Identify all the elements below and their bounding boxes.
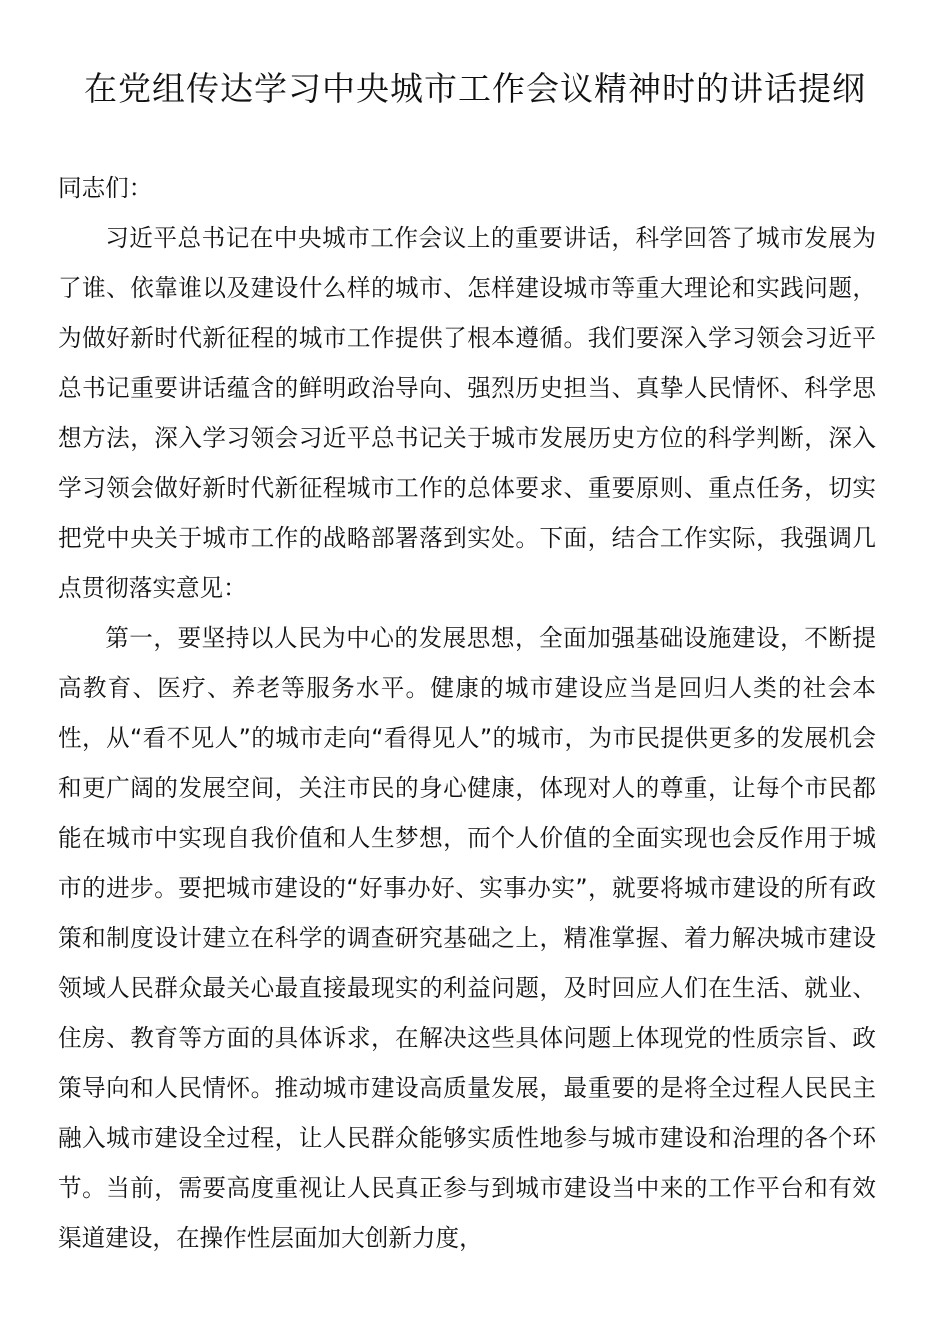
document-title: 在党组传达学习中央城市工作会议精神时的讲话提纲 <box>84 69 866 108</box>
greeting: 同志们： <box>58 174 153 202</box>
document-body <box>58 163 876 1263</box>
paragraph-intro: 习近平总书记在中央城市工作会议上的重要讲话，科学回答了城市发展为了谁、依靠谁以及建设什么样的城市、怎样建设城市等重大理论和实践问题，为做好新时代新征程的城市工作提供了根本遵循。我们要深入学习领会习近平总书记重要讲话蕴含的鲜明政治导向、强烈历史担当、真挚人民情怀、科学思想方法，深入学习领会习近平总书记关于城市发展历史方位的科学判断，深入学习领会做好新时代新征程城市工作的总体要求、重要原则、重点任务，切实把党中央关于城市工作的战略部署落到实处。下面，结合工作实际，我强调几点贯彻落实意见： <box>58 224 876 602</box>
paragraph-first-point: 第一，要坚持以人民为中心的发展思想，全面加强基础设施建设，不断提高教育、医疗、养老等服务水平。健康的城市建设应当是回归人类的社会本性，从“看不见人”的城市走向“看得见人”的城市，为市民提供更多的发展机会和更广阔的发展空间，关注市民的身心健康，体现对人的尊重，让每个市民都能在城市中实现自我价值和人生梦想，而个人价值的全面实现也会反作用于城市的进步。要把城市建设的“好事办好、实事办实”，就要将城市建设的所有政策和制度设计建立在科学的调查研究基础之上，精准掌握、着力解决城市建设领域人民群众最关心最直接最现实的利益问题，及时回应人们在生活、就业、住房、教育等方面的具体诉求，在解决这些具体问题上体现党的性质宗旨、政策导向和人民情怀。推动城市建设高质量发展，最重要的是将全过程人民民主融入城市建设全过程，让人民群众能够实质性地参与城市建设和治理的各个环节。当前，需要高度重视让人民真正参与到城市建设当中来的工作平台和有效渠道建设，在操作性层面加大创新力度， <box>58 624 876 1252</box>
